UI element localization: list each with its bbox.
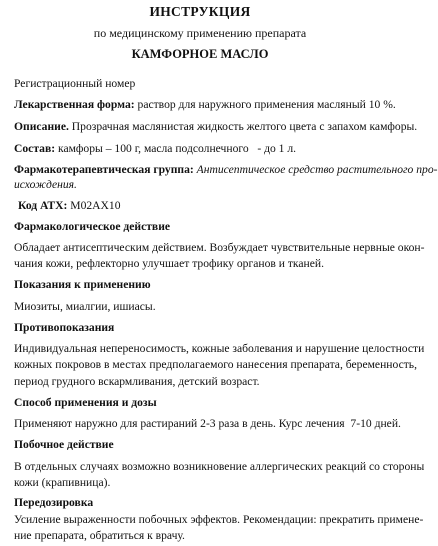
contraindications-heading: Противопоказания (14, 320, 115, 334)
overdose-text-1: Усиление выраженности побочных эффектов. Рекомендации: прекратить примене- (14, 512, 424, 526)
contraindications-text-1: Индивидуальная непереносимость, кожные заболевания и нарушение целостности (14, 342, 425, 356)
atc-code-line (18, 200, 121, 212)
contraindications-text-3: период грудного вскармливания, детский возраст. (14, 374, 260, 388)
overdose-text-2: ние препарата, обратиться к врачу. (14, 529, 185, 542)
atc-code-label: Код АТХ: (18, 199, 68, 213)
description-label: Описание. (14, 120, 69, 134)
pharm-group-value-cont: исхождения. (14, 178, 77, 192)
pharm-group-value: Антисептическое средство растительного про- (196, 162, 438, 176)
side-effects-text-1: В отдельных случаях возможно возникновение аллергических реакций со стороны (14, 459, 425, 473)
registration-number-label: Регистрационный номер (14, 77, 136, 91)
dosage-text: Применяют наружно для растираний 2-3 раза в день. Курс лечения 7-10 дней. (14, 417, 401, 431)
side-effects-heading: Побочное действие (14, 438, 114, 452)
drug-name: КАМФОРНОЕ МАСЛО (131, 47, 269, 62)
side-effects-text-2: кожи (крапивница). (14, 476, 111, 489)
overdose-heading: Передозировка (14, 496, 94, 510)
atc-code-value: M02AX10 (70, 199, 121, 213)
pharm-group-line (14, 164, 438, 176)
dosage-form-label: Лекарственная форма: (14, 98, 135, 112)
description-line (14, 121, 417, 133)
description-value: Прозрачная маслянистая жидкость желтого цвета с запахом камфоры. (71, 120, 418, 134)
indications-heading: Показания к применению (14, 278, 151, 292)
pharm-action-text-1: Обладает антисептическим действием. Возбуждает чувствительные нервные окон- (14, 240, 425, 254)
pharm-action-text-2: чания кожи, рефлекторно улучшает трофику органов и тканей. (14, 257, 324, 271)
composition-value: камфоры – 100 г, масла подсолнечного - до 1 л. (57, 141, 297, 155)
contraindications-text-2: кожных покровов в местах предполагаемого нанесения препарата, беременность, (14, 358, 417, 372)
dosage-heading: Способ применения и дозы (14, 396, 157, 410)
pharm-group-label: Фармакотерапевтическая группа: (14, 162, 194, 176)
dosage-form-line (14, 99, 396, 111)
indications-text: Миозиты, миалгии, ишиасы. (14, 299, 156, 313)
composition-label: Состав: (14, 141, 56, 155)
dosage-form-value: раствор для наружного применения масляный 10 %. (137, 98, 396, 112)
composition-line (14, 143, 296, 155)
document-subtitle: по медицинскому применению препарата (93, 25, 307, 40)
pharm-action-heading: Фармакологическое действие (14, 219, 171, 233)
document-title: ИНСТРУКЦИЯ (149, 3, 251, 19)
